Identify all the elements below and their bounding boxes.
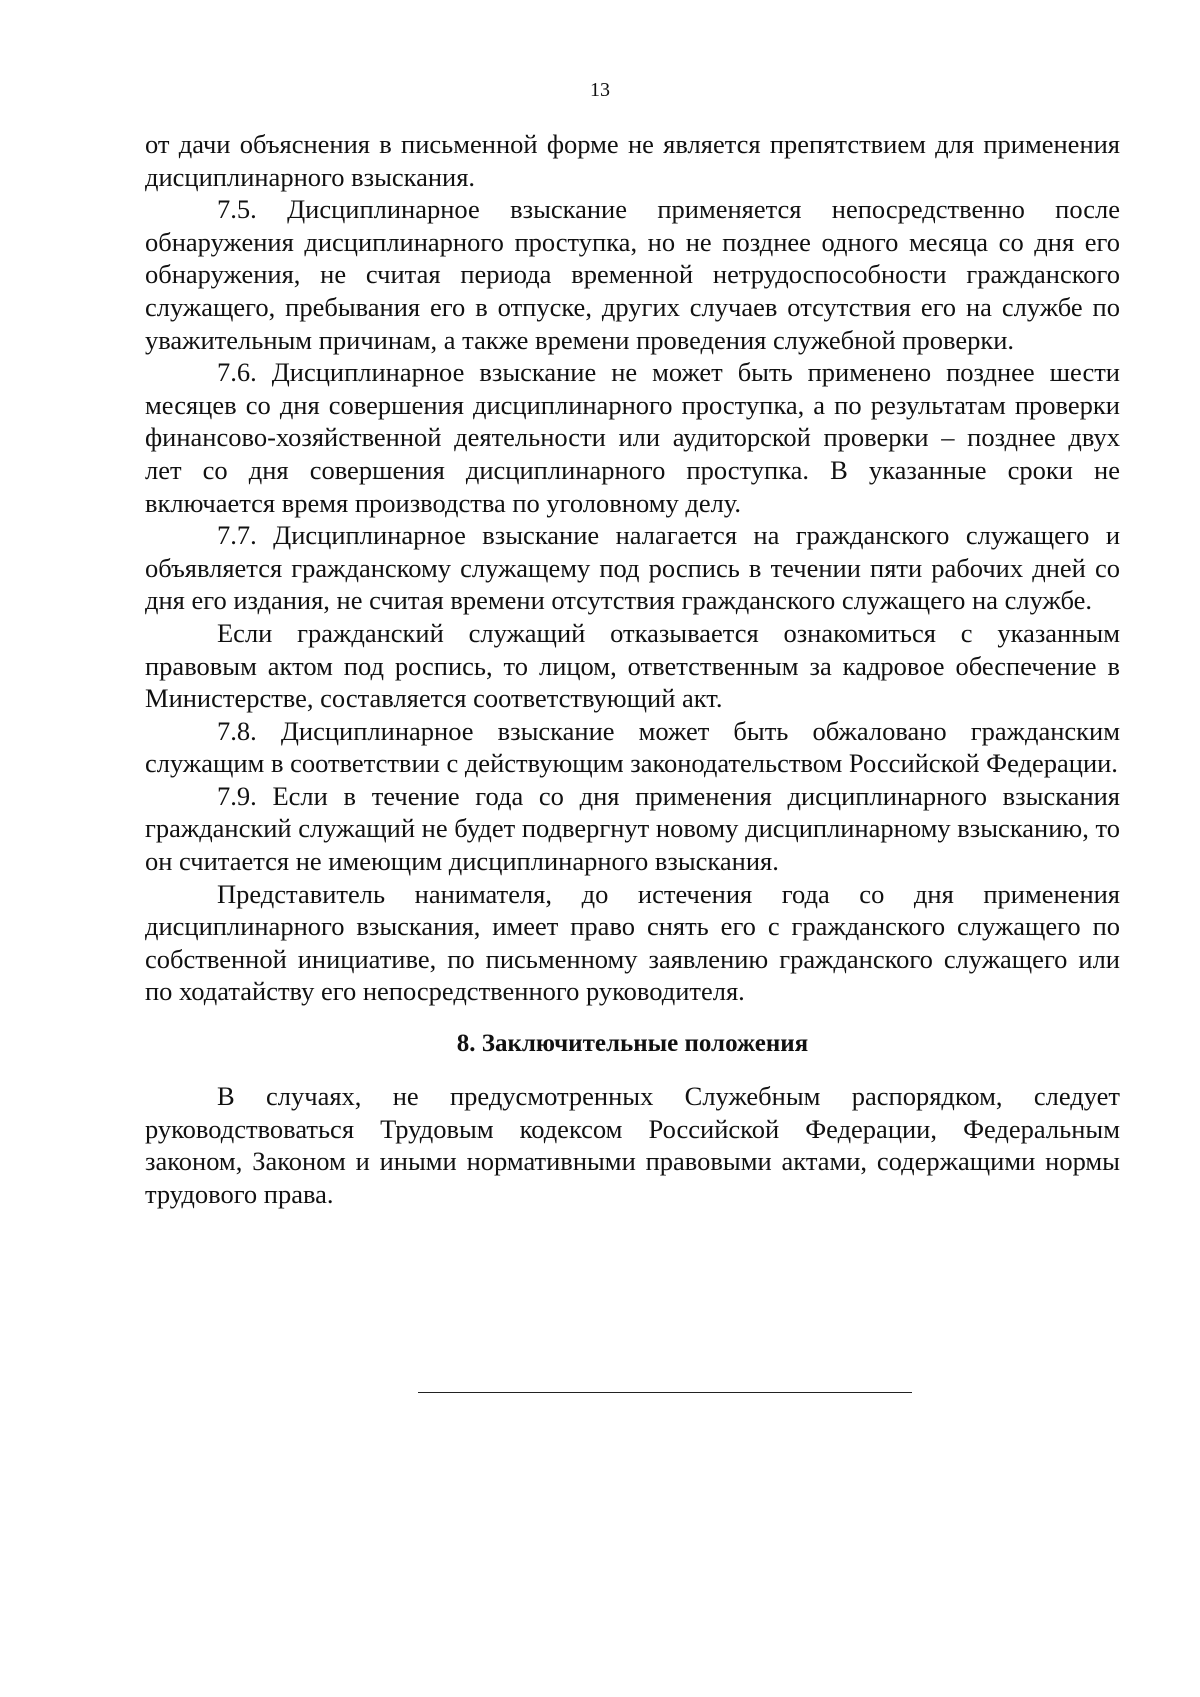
- paragraph-7-8: 7.8. Дисциплинарное взыскание может быть обжаловано гражданским служащим в соответствии с действующим законодательством Российской Федерации.: [145, 715, 1120, 779]
- paragraph-7-9: 7.9. Если в течение года со дня применения дисциплинарного взыскания гражданский служащий не будет подвергнут новому дисциплинарному взысканию, то он считается не имеющим дисциплинарного взыскания.: [145, 780, 1120, 877]
- document-body: [145, 128, 1120, 1210]
- page-number: 13: [590, 79, 610, 101]
- paragraph-7-9-removal: Представитель нанимателя, до истечения года со дня применения дисциплинарного взыскания, имеет право снять его с гражданского служащего по собственной инициативе, по письменному заявлению гражданского служащего или по ходатайству его непосредственного руководителя.: [145, 878, 1120, 1007]
- paragraph-7-7: 7.7. Дисциплинарное взыскание налагается на гражданского служащего и объявляется гражданскому служащему под роспись в течении пяти рабочих дней со дня его издания, не считая времени отсутствия гражданского служащего на службе.: [145, 520, 1120, 616]
- paragraph-continuation: от дачи объяснения в письменной форме не является препятствием для применения дисциплинарного взыскания.: [145, 129, 1120, 192]
- paragraph-7-7-refusal: Если гражданский служащий отказывается ознакомиться с указанным правовым актом под роспись, то лицом, ответственным за кадровое обеспечение в Министерстве, составляется соответствующий акт.: [145, 617, 1120, 714]
- section-heading: 8. Заключительные положения: [456, 1030, 809, 1058]
- paragraph-final-provisions: В случаях, не предусмотренных Служебным распорядком, следует руководствоваться Трудовым кодексом Российской Федерации, Федеральным законом, Законом и иными нормативными правовыми актами, содержащими нормы трудового права.: [145, 1081, 1120, 1209]
- paragraph-7-5: 7.5. Дисциплинарное взыскание применяется непосредственно после обнаружения дисциплинарного проступка, но не позднее одного месяца со дня его обнаружения, не считая периода временной нетрудоспособности гражданского служащего, пребывания его в отпуске, других случаев отсутствия его на службе по уважительным причинам, а также времени проведения служебной проверки.: [145, 194, 1120, 355]
- end-divider-line: [418, 1392, 912, 1393]
- paragraph-7-6: 7.6. Дисциплинарное взыскание не может быть применено позднее шести месяцев со дня совершения дисциплинарного проступка, а по результатам проверки финансово-хозяйственной деятельности или аудиторской проверки – позднее двух лет со дня совершения дисциплинарного проступка. В указанные сроки не включается время производства по уголовному делу.: [145, 357, 1120, 518]
